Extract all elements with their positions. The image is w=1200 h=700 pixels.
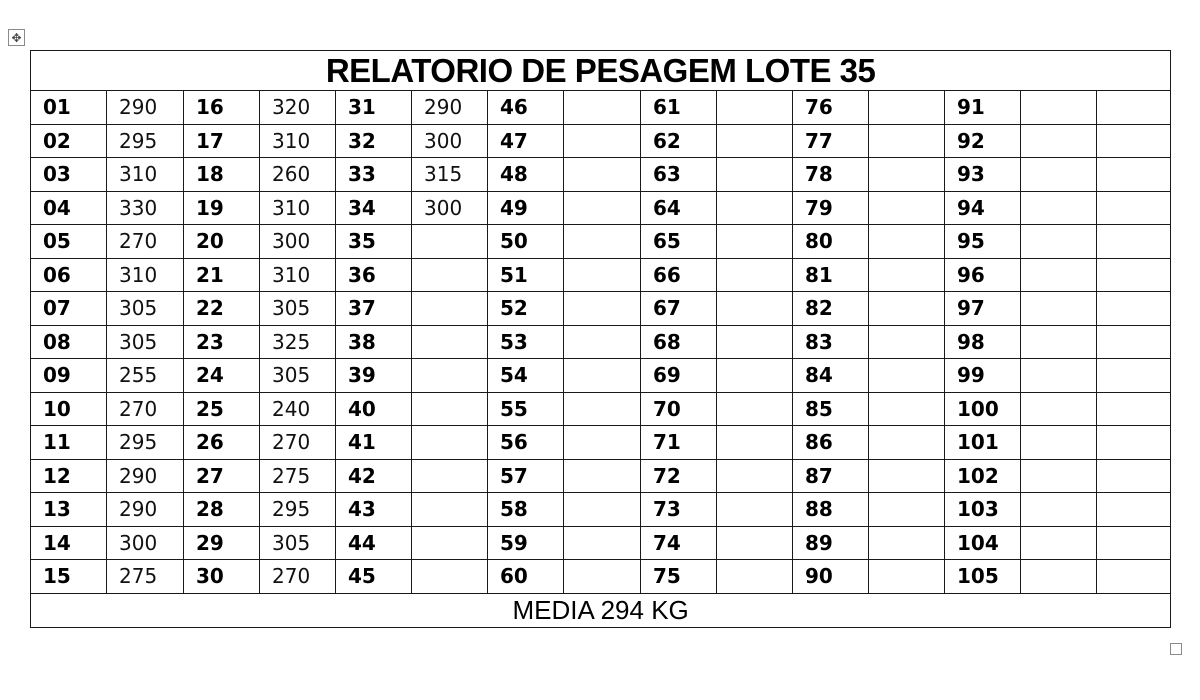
animal-number-cell[interactable]: 95: [945, 225, 1021, 259]
animal-number-cell[interactable]: 27: [184, 459, 260, 493]
weight-cell[interactable]: [564, 124, 641, 158]
weight-cell[interactable]: [1021, 91, 1097, 125]
weight-cell[interactable]: [869, 426, 945, 460]
weight-cell[interactable]: 310: [260, 258, 336, 292]
table-resize-handle[interactable]: [1170, 643, 1182, 655]
weight-cell[interactable]: 300: [412, 124, 488, 158]
weight-cell[interactable]: 275: [107, 560, 184, 594]
empty-cell[interactable]: [1097, 459, 1171, 493]
weight-cell[interactable]: 270: [260, 426, 336, 460]
animal-number-cell[interactable]: 73: [641, 493, 717, 527]
animal-number-cell[interactable]: 68: [641, 325, 717, 359]
animal-number-cell[interactable]: 88: [793, 493, 869, 527]
weight-cell[interactable]: 305: [260, 359, 336, 393]
weight-cell[interactable]: [564, 459, 641, 493]
weight-cell[interactable]: [869, 560, 945, 594]
animal-number-cell[interactable]: 01: [31, 91, 107, 125]
animal-number-cell[interactable]: 79: [793, 191, 869, 225]
empty-cell[interactable]: [1097, 258, 1171, 292]
animal-number-cell[interactable]: 29: [184, 526, 260, 560]
weight-cell[interactable]: 295: [260, 493, 336, 527]
animal-number-cell[interactable]: 20: [184, 225, 260, 259]
footer-row: [31, 593, 1171, 627]
empty-cell[interactable]: [1097, 560, 1171, 594]
animal-number-cell[interactable]: 09: [31, 359, 107, 393]
table-row: [31, 158, 1171, 192]
animal-number-cell[interactable]: 07: [31, 292, 107, 326]
weight-cell[interactable]: 305: [107, 292, 184, 326]
animal-number-cell[interactable]: 22: [184, 292, 260, 326]
weight-cell[interactable]: [717, 91, 793, 125]
weight-cell[interactable]: 325: [260, 325, 336, 359]
table-row: [31, 426, 1171, 460]
empty-cell[interactable]: [1097, 359, 1171, 393]
weight-cell[interactable]: [869, 191, 945, 225]
weight-cell[interactable]: 320: [260, 91, 336, 125]
weight-cell[interactable]: 290: [107, 459, 184, 493]
animal-number-cell[interactable]: 75: [641, 560, 717, 594]
weight-cell[interactable]: 295: [107, 124, 184, 158]
weight-cell[interactable]: [717, 493, 793, 527]
weight-cell[interactable]: 255: [107, 359, 184, 393]
empty-cell[interactable]: [1097, 225, 1171, 259]
weight-cell[interactable]: [1021, 124, 1097, 158]
weight-cell[interactable]: [564, 526, 641, 560]
weight-cell[interactable]: [869, 392, 945, 426]
weight-cell[interactable]: 270: [107, 392, 184, 426]
weight-cell[interactable]: [1021, 493, 1097, 527]
animal-number-cell[interactable]: 23: [184, 325, 260, 359]
animal-number-cell[interactable]: 59: [488, 526, 564, 560]
weight-cell[interactable]: 310: [107, 158, 184, 192]
animal-number-cell[interactable]: 96: [945, 258, 1021, 292]
animal-number-cell[interactable]: 85: [793, 392, 869, 426]
animal-number-cell[interactable]: 77: [793, 124, 869, 158]
weight-cell[interactable]: [717, 191, 793, 225]
table-move-handle-icon[interactable]: ✥: [8, 29, 25, 46]
report-title: RELATORIO DE PESAGEM LOTE 35: [31, 51, 1171, 91]
table-row: [31, 526, 1171, 560]
weight-cell[interactable]: [564, 225, 641, 259]
weight-cell[interactable]: 270: [260, 560, 336, 594]
animal-number-cell[interactable]: 57: [488, 459, 564, 493]
weight-cell[interactable]: [564, 560, 641, 594]
weight-cell[interactable]: 300: [412, 191, 488, 225]
animal-number-cell[interactable]: 14: [31, 526, 107, 560]
animal-number-cell[interactable]: 33: [336, 158, 412, 192]
weight-cell[interactable]: 275: [260, 459, 336, 493]
weight-cell[interactable]: [1021, 459, 1097, 493]
empty-cell[interactable]: [1097, 426, 1171, 460]
weight-cell[interactable]: [869, 258, 945, 292]
animal-number-cell[interactable]: 93: [945, 158, 1021, 192]
empty-cell[interactable]: [1097, 124, 1171, 158]
animal-number-cell[interactable]: 91: [945, 91, 1021, 125]
weight-cell[interactable]: [412, 392, 488, 426]
animal-number-cell[interactable]: 103: [945, 493, 1021, 527]
animal-number-cell[interactable]: 42: [336, 459, 412, 493]
animal-number-cell[interactable]: 16: [184, 91, 260, 125]
animal-number-cell[interactable]: 76: [793, 91, 869, 125]
weight-cell[interactable]: [869, 225, 945, 259]
animal-number-cell[interactable]: 72: [641, 459, 717, 493]
weighing-report-table: [30, 50, 1171, 628]
weight-cell[interactable]: 260: [260, 158, 336, 192]
table-row: [31, 292, 1171, 326]
animal-number-cell[interactable]: 94: [945, 191, 1021, 225]
weight-cell[interactable]: [564, 258, 641, 292]
animal-number-cell[interactable]: 87: [793, 459, 869, 493]
weight-cell[interactable]: [412, 459, 488, 493]
animal-number-cell[interactable]: 46: [488, 91, 564, 125]
weight-cell[interactable]: [869, 292, 945, 326]
table-row: [31, 225, 1171, 259]
animal-number-cell[interactable]: 74: [641, 526, 717, 560]
animal-number-cell[interactable]: 70: [641, 392, 717, 426]
animal-number-cell[interactable]: 62: [641, 124, 717, 158]
weight-cell[interactable]: [869, 158, 945, 192]
weight-cell[interactable]: [564, 91, 641, 125]
animal-number-cell[interactable]: 21: [184, 258, 260, 292]
weight-cell[interactable]: [564, 158, 641, 192]
empty-cell[interactable]: [1097, 325, 1171, 359]
animal-number-cell[interactable]: 101: [945, 426, 1021, 460]
weight-cell[interactable]: [412, 426, 488, 460]
animal-number-cell[interactable]: 08: [31, 325, 107, 359]
animal-number-cell[interactable]: 12: [31, 459, 107, 493]
weight-cell[interactable]: 295: [107, 426, 184, 460]
animal-number-cell[interactable]: 105: [945, 560, 1021, 594]
average-weight-footer: MEDIA 294 KG: [31, 593, 1171, 627]
table-row: [31, 560, 1171, 594]
animal-number-cell[interactable]: 53: [488, 325, 564, 359]
weight-cell[interactable]: 310: [107, 258, 184, 292]
animal-number-cell[interactable]: 58: [488, 493, 564, 527]
animal-number-cell[interactable]: 15: [31, 560, 107, 594]
animal-number-cell[interactable]: 32: [336, 124, 412, 158]
empty-cell[interactable]: [1097, 191, 1171, 225]
animal-number-cell[interactable]: 80: [793, 225, 869, 259]
animal-number-cell[interactable]: 30: [184, 560, 260, 594]
table-row: [31, 359, 1171, 393]
animal-number-cell[interactable]: 36: [336, 258, 412, 292]
animal-number-cell[interactable]: 03: [31, 158, 107, 192]
weight-cell[interactable]: [1021, 526, 1097, 560]
empty-cell[interactable]: [1097, 526, 1171, 560]
animal-number-cell[interactable]: 65: [641, 225, 717, 259]
weight-cell[interactable]: [869, 91, 945, 125]
weight-cell[interactable]: 290: [412, 91, 488, 125]
weight-cell[interactable]: 300: [260, 225, 336, 259]
empty-cell[interactable]: [1097, 392, 1171, 426]
animal-number-cell[interactable]: 49: [488, 191, 564, 225]
animal-number-cell[interactable]: 89: [793, 526, 869, 560]
title-row: [31, 51, 1171, 91]
animal-number-cell[interactable]: 44: [336, 526, 412, 560]
weight-cell[interactable]: 310: [260, 124, 336, 158]
table-row: [31, 124, 1171, 158]
animal-number-cell[interactable]: 86: [793, 426, 869, 460]
animal-number-cell[interactable]: 26: [184, 426, 260, 460]
animal-number-cell[interactable]: 98: [945, 325, 1021, 359]
weight-cell[interactable]: [717, 459, 793, 493]
table-row: [31, 258, 1171, 292]
weight-cell[interactable]: 330: [107, 191, 184, 225]
weight-cell[interactable]: [717, 325, 793, 359]
weight-cell[interactable]: [412, 325, 488, 359]
animal-number-cell[interactable]: 102: [945, 459, 1021, 493]
animal-number-cell[interactable]: 10: [31, 392, 107, 426]
animal-number-cell[interactable]: 38: [336, 325, 412, 359]
weight-cell[interactable]: [1021, 325, 1097, 359]
weight-cell[interactable]: [412, 359, 488, 393]
weight-cell[interactable]: [412, 258, 488, 292]
animal-number-cell[interactable]: 64: [641, 191, 717, 225]
table-row: [31, 91, 1171, 125]
animal-number-cell[interactable]: 56: [488, 426, 564, 460]
weight-cell[interactable]: [412, 526, 488, 560]
weight-cell[interactable]: [564, 392, 641, 426]
table-row: [31, 459, 1171, 493]
weight-cell[interactable]: [717, 158, 793, 192]
weight-cell[interactable]: [869, 359, 945, 393]
animal-number-cell[interactable]: 24: [184, 359, 260, 393]
animal-number-cell[interactable]: 100: [945, 392, 1021, 426]
animal-number-cell[interactable]: 47: [488, 124, 564, 158]
animal-number-cell[interactable]: 61: [641, 91, 717, 125]
weight-cell[interactable]: 270: [107, 225, 184, 259]
animal-number-cell[interactable]: 51: [488, 258, 564, 292]
animal-number-cell[interactable]: 52: [488, 292, 564, 326]
weight-cell[interactable]: [869, 493, 945, 527]
animal-number-cell[interactable]: 17: [184, 124, 260, 158]
animal-number-cell[interactable]: 34: [336, 191, 412, 225]
weight-cell[interactable]: [869, 526, 945, 560]
weight-cell[interactable]: [717, 258, 793, 292]
weight-cell[interactable]: [412, 225, 488, 259]
weight-cell[interactable]: [1021, 292, 1097, 326]
weight-cell[interactable]: 240: [260, 392, 336, 426]
animal-number-cell[interactable]: 60: [488, 560, 564, 594]
animal-number-cell[interactable]: 84: [793, 359, 869, 393]
animal-number-cell[interactable]: 54: [488, 359, 564, 393]
weight-cell[interactable]: [1021, 392, 1097, 426]
weight-cell[interactable]: [564, 325, 641, 359]
weight-cell[interactable]: [1021, 158, 1097, 192]
animal-number-cell[interactable]: 35: [336, 225, 412, 259]
animal-number-cell[interactable]: 71: [641, 426, 717, 460]
animal-number-cell[interactable]: 104: [945, 526, 1021, 560]
animal-number-cell[interactable]: 83: [793, 325, 869, 359]
animal-number-cell[interactable]: 39: [336, 359, 412, 393]
weight-cell[interactable]: [717, 392, 793, 426]
animal-number-cell[interactable]: 63: [641, 158, 717, 192]
animal-number-cell[interactable]: 28: [184, 493, 260, 527]
weight-cell[interactable]: [717, 225, 793, 259]
animal-number-cell[interactable]: 45: [336, 560, 412, 594]
animal-number-cell[interactable]: 69: [641, 359, 717, 393]
animal-number-cell[interactable]: 99: [945, 359, 1021, 393]
weight-cell[interactable]: [1021, 359, 1097, 393]
animal-number-cell[interactable]: 66: [641, 258, 717, 292]
animal-number-cell[interactable]: 05: [31, 225, 107, 259]
animal-number-cell[interactable]: 92: [945, 124, 1021, 158]
animal-number-cell[interactable]: 55: [488, 392, 564, 426]
weight-cell[interactable]: [1021, 426, 1097, 460]
weight-cell[interactable]: [1021, 258, 1097, 292]
empty-cell[interactable]: [1097, 292, 1171, 326]
weight-cell[interactable]: [564, 292, 641, 326]
weight-cell[interactable]: [412, 560, 488, 594]
animal-number-cell[interactable]: 48: [488, 158, 564, 192]
animal-number-cell[interactable]: 11: [31, 426, 107, 460]
empty-cell[interactable]: [1097, 91, 1171, 125]
weight-cell[interactable]: [564, 191, 641, 225]
animal-number-cell[interactable]: 31: [336, 91, 412, 125]
weight-cell[interactable]: [717, 359, 793, 393]
weight-cell[interactable]: [717, 124, 793, 158]
weight-cell[interactable]: 290: [107, 91, 184, 125]
weight-cell[interactable]: [717, 526, 793, 560]
weight-cell[interactable]: [717, 292, 793, 326]
weight-cell[interactable]: [1021, 225, 1097, 259]
animal-number-cell[interactable]: 19: [184, 191, 260, 225]
animal-number-cell[interactable]: 50: [488, 225, 564, 259]
animal-number-cell[interactable]: 40: [336, 392, 412, 426]
weight-cell[interactable]: [869, 124, 945, 158]
weight-cell[interactable]: [869, 325, 945, 359]
weight-cell[interactable]: [717, 426, 793, 460]
weight-cell[interactable]: 305: [260, 526, 336, 560]
weight-cell[interactable]: [564, 359, 641, 393]
animal-number-cell[interactable]: 67: [641, 292, 717, 326]
animal-number-cell[interactable]: 90: [793, 560, 869, 594]
animal-number-cell[interactable]: 37: [336, 292, 412, 326]
weight-cell[interactable]: 305: [260, 292, 336, 326]
animal-number-cell[interactable]: 81: [793, 258, 869, 292]
weight-cell[interactable]: [1021, 560, 1097, 594]
animal-number-cell[interactable]: 97: [945, 292, 1021, 326]
animal-number-cell[interactable]: 82: [793, 292, 869, 326]
animal-number-cell[interactable]: 78: [793, 158, 869, 192]
animal-number-cell[interactable]: 41: [336, 426, 412, 460]
table-row: [31, 392, 1171, 426]
animal-number-cell[interactable]: 02: [31, 124, 107, 158]
table-row: [31, 191, 1171, 225]
animal-number-cell[interactable]: 43: [336, 493, 412, 527]
table-row: [31, 493, 1171, 527]
weight-cell[interactable]: [564, 493, 641, 527]
weight-cell[interactable]: 300: [107, 526, 184, 560]
weight-cell[interactable]: [564, 426, 641, 460]
weight-cell[interactable]: [1021, 191, 1097, 225]
weight-cell[interactable]: 310: [260, 191, 336, 225]
animal-number-cell[interactable]: 04: [31, 191, 107, 225]
empty-cell[interactable]: [1097, 158, 1171, 192]
animal-number-cell[interactable]: 06: [31, 258, 107, 292]
weight-cell[interactable]: 290: [107, 493, 184, 527]
animal-number-cell[interactable]: 25: [184, 392, 260, 426]
animal-number-cell[interactable]: 18: [184, 158, 260, 192]
animal-number-cell[interactable]: 13: [31, 493, 107, 527]
weight-cell[interactable]: [412, 493, 488, 527]
weight-cell[interactable]: [717, 560, 793, 594]
weight-cell[interactable]: [412, 292, 488, 326]
weight-cell[interactable]: 305: [107, 325, 184, 359]
weight-cell[interactable]: [869, 459, 945, 493]
weight-cell[interactable]: 315: [412, 158, 488, 192]
table-row: [31, 325, 1171, 359]
empty-cell[interactable]: [1097, 493, 1171, 527]
